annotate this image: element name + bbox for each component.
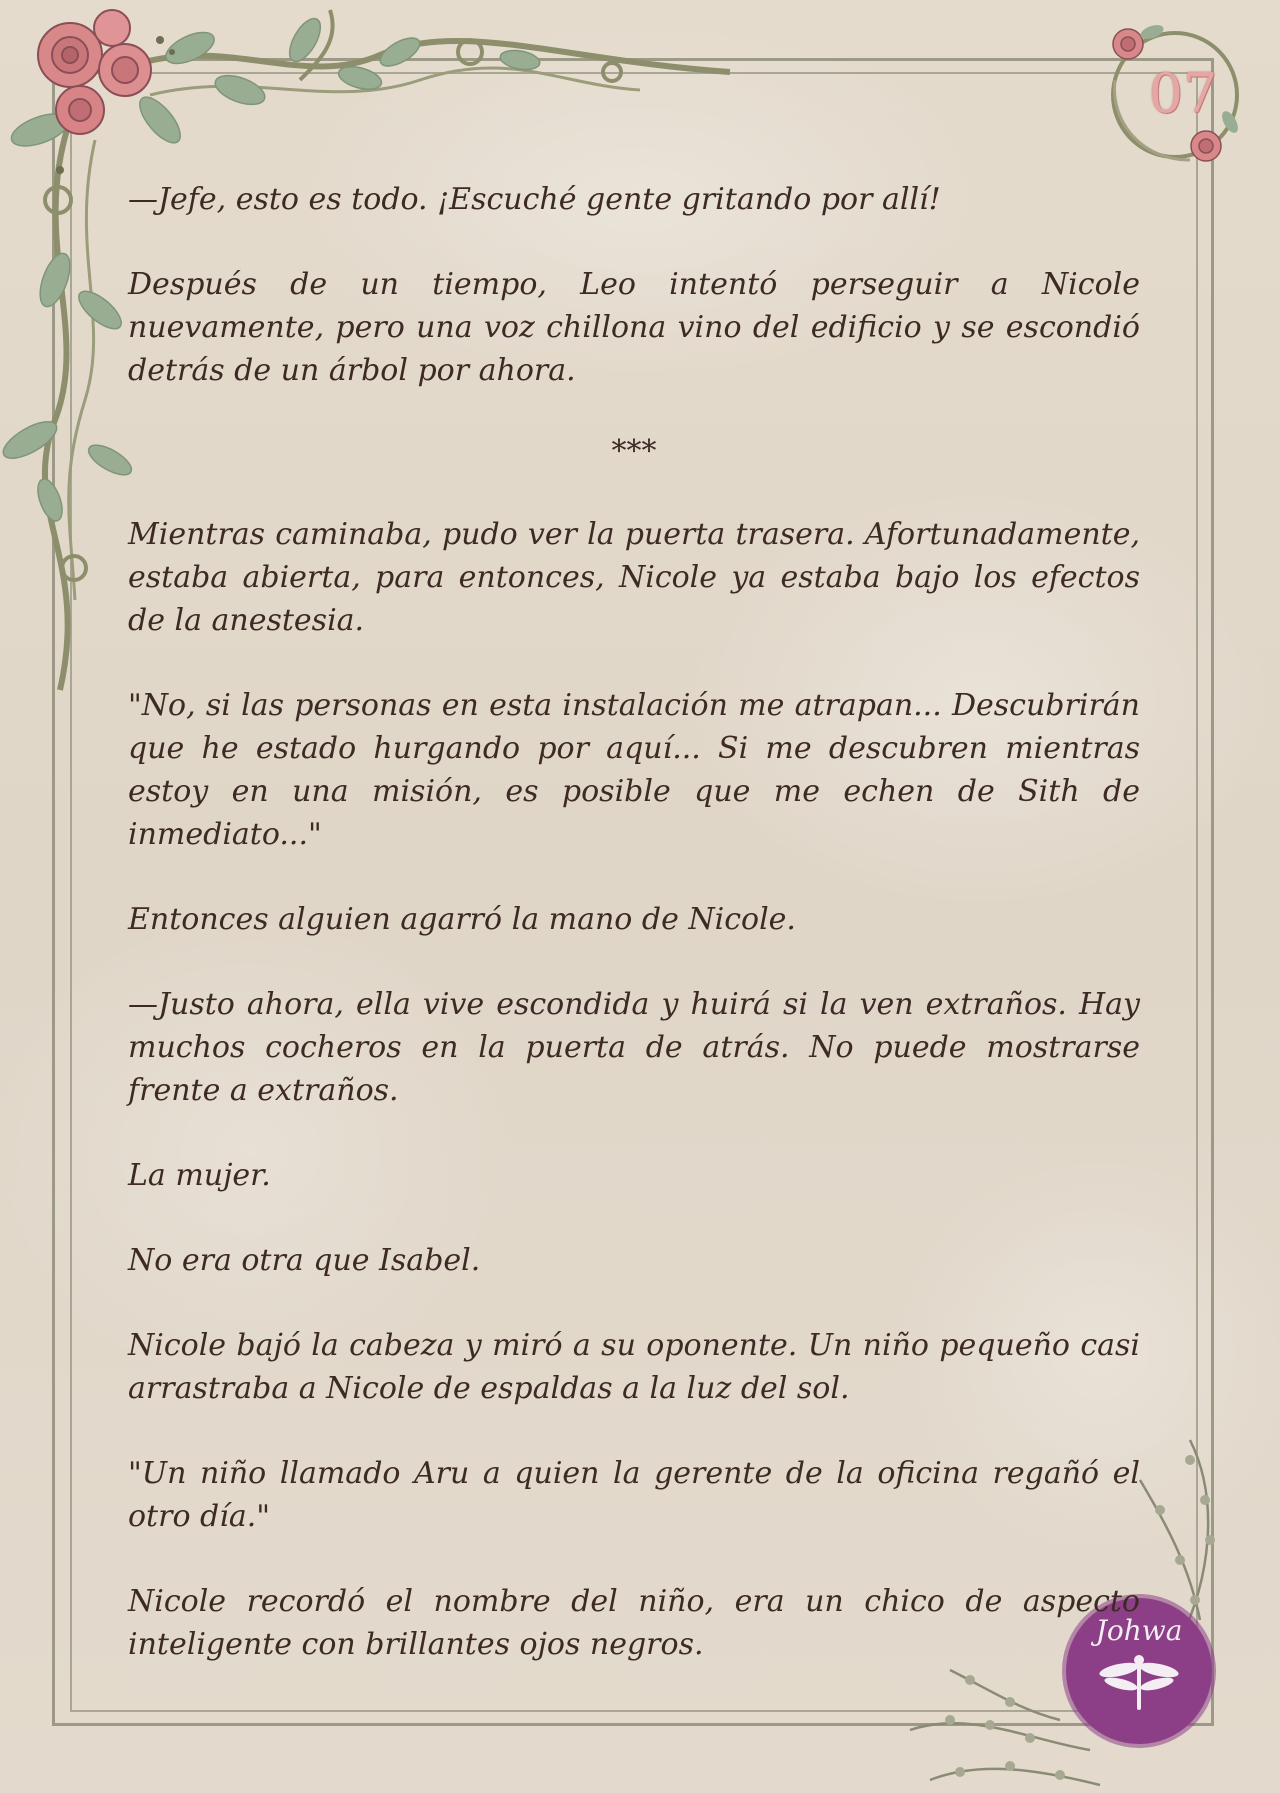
paragraph: Nicole bajó la cabeza y miró a su oponente. Un niño pequeño casi arrastraba a Nicole de espaldas a la luz del sol. bbox=[128, 1328, 1140, 1406]
story-text bbox=[128, 178, 1140, 1708]
paragraph: Mientras caminaba, pudo ver la puerta trasera. Afortunadamente, estaba abierta, para entonces, Nicole ya estaba bajo los efectos de la anestesia. bbox=[128, 517, 1140, 638]
paragraph: —Justo ahora, ella vive escondida y huirá si la ven extraños. Hay muchos cocheros en la puerta de atrás. No puede mostrarse frente a extraños. bbox=[128, 987, 1140, 1108]
paragraph: Después de un tiempo, Leo intentó perseguir a Nicole nuevamente, pero una voz chillona vino del edificio y se escondió detrás de un árbol por ahora. bbox=[128, 267, 1140, 388]
page-number: 07 bbox=[1148, 62, 1218, 125]
paragraph: Nicole recordó el nombre del niño, era un chico de aspecto inteligente con brillantes ojos negros. bbox=[128, 1584, 1140, 1662]
badge-label: Johwa bbox=[1095, 1614, 1183, 1647]
scene-separator: *** bbox=[611, 434, 657, 469]
paragraph: No era otra que Isabel. bbox=[128, 1243, 481, 1278]
paragraph: La mujer. bbox=[128, 1158, 271, 1193]
paragraph: "Un niño llamado Aru a quien la gerente de la oficina regañó el otro día." bbox=[128, 1456, 1140, 1534]
paragraph: Entonces alguien agarró la mano de Nicole. bbox=[128, 902, 796, 937]
paragraph: "No, si las personas en esta instalación me atrapan... Descubrirán que he estado hurgando por aquí... Si me descubren mientras estoy en una misión, es posible que me echen de Sith de inmediato..." bbox=[128, 688, 1140, 852]
paragraph: —Jefe, esto es todo. ¡Escuché gente gritando por allí! bbox=[128, 182, 941, 217]
